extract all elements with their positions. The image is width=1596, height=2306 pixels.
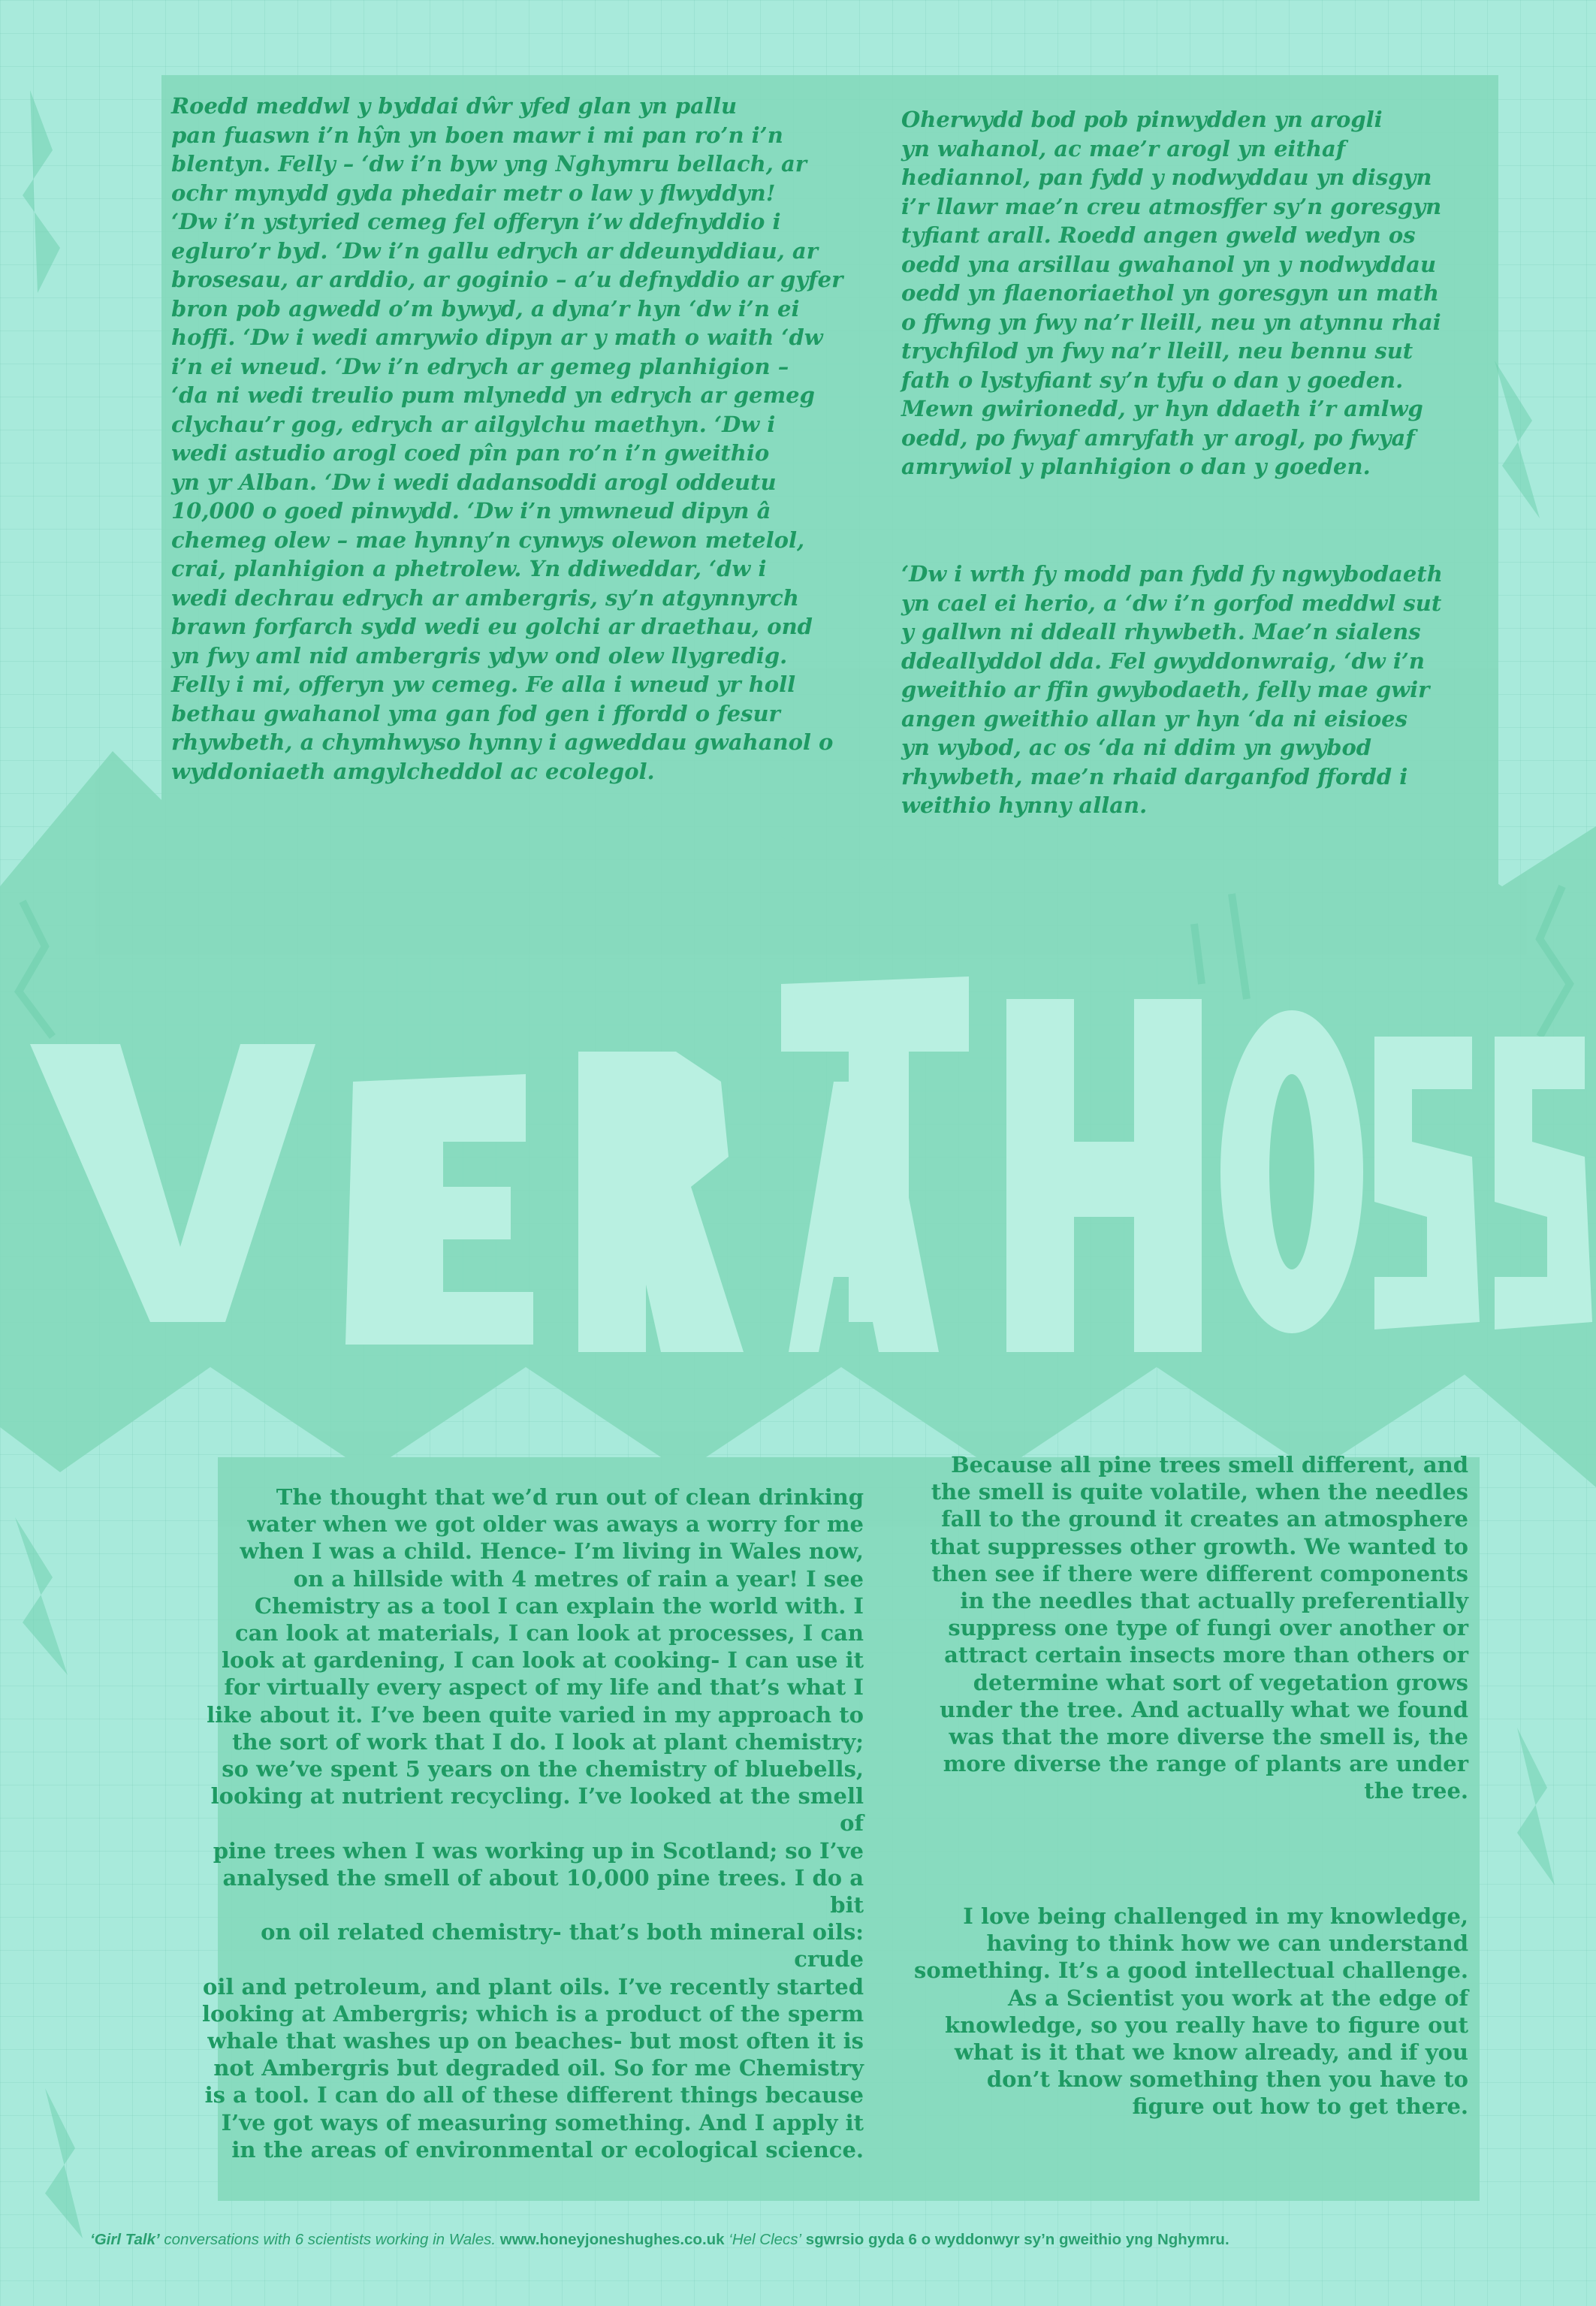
footer-girl-talk: ‘Girl Talk’	[90, 2231, 160, 2248]
zigzag-left-top	[23, 90, 60, 293]
footer-hel-clecs: ‘Hel Clecs’	[724, 2231, 802, 2248]
welsh-column-2-paragraph-1: Oherwydd bod pob pinwydden yn arogli yn wahanol, ac mae’r arogl yn eithaf hediannol, pan fydd y nodwyddau yn disgyn i’r llawr mae’n creu atmosffer sy’n goresgyn tyfiant arall. Roedd angen gweld wedyn os oedd yna arsillau gwahanol yn y nodwyddau oedd yn flaenoriaethol yn goresgyn un math o ffwng yn fwy na’r lleill, neu yn atynnu rhai trychfilod yn fwy na’r lleill, neu bennu sut fath o lystyfiant sy’n tyfu o dan y goeden. Mewn gwirionedd, yr hyn ddaeth i’r amlwg oedd, po fwyaf amryfath yr arogl, po fwyaf amrywiol y planhigion o dan y goeden.	[901, 107, 1442, 479]
zigzag-left-lower	[45, 2088, 83, 2238]
footer-credit	[90, 2231, 1517, 2249]
footer-url-link[interactable]: www.honeyjoneshughes.co.uk	[499, 2231, 725, 2248]
zigzag-right-top	[1495, 361, 1540, 518]
welsh-column-1: Roedd meddwl y byddai dŵr yfed glan yn pallu pan fuaswn i’n hŷn yn boen mawr i mi pan ro’n i’n blentyn. Felly – ‘dw i’n byw yng Nghymru bellach, ar ochr mynydd gyda phedair metr o law y flwyddyn! ‘Dw i’n ystyried cemeg fel offeryn i’w ddefnyddio i egluro’r byd. ‘Dw i’n gallu edrych ar ddeunyddiau, ar brosesau, ar arddio, ar goginio – a’u defnyddio ar gyfer bron pob agwedd o’m bywyd, a dyna’r hyn ‘dw i’n ei hoffi. ‘Dw i wedi amrywio dipyn ar y math o waith ‘dw i’n ei wneud. ‘Dw i’n edrych ar gemeg planhigion – ‘da ni wedi treulio pum mlynedd yn edrych ar gemeg clychau’r gog, edrych ar ailgylchu maethyn. ‘Dw i wedi astudio arogl coed pîn pan ro’n i’n gweithio yn yr Alban. ‘Dw i wedi dadansoddi arogl oddeutu 10,000 o goed pinwydd. ‘Dw i’n ymwneud dipyn â chemeg olew – mae hynny’n cynwys olewon metelol, crai, planhigion a phetrolew. Yn ddiweddar, ‘dw i wedi dechrau edrych ar ambergris, sy’n atgynnyrch brawn forfarch sydd wedi eu golchi ar draethau, ond yn fwy aml nid ambergris ydyw ond olew llygredig. Felly i mi, offeryn yw cemeg. Fe alla i wneud yr holl bethau gwahanol yma gan fod gen i ffordd o fesur rhywbeth, a chymhwyso hynny i agweddau gwahanol o wyddoniaeth amgylcheddol ac ecolegol.	[171, 93, 843, 784]
footer-text-welsh: sgwrsio gyda 6 o wyddonwyr sy’n gweithio yng Nghymru.	[801, 2231, 1229, 2248]
banner-letter-s2	[1495, 1037, 1592, 1330]
zigzag-right-bottom	[1517, 1728, 1555, 1885]
banner-letter-s1	[1374, 1037, 1480, 1330]
welsh-column-2-paragraph-2: ‘Dw i wrth fy modd pan fydd fy ngwybodaeth yn cael ei herio, a ‘dw i’n gorfod meddwl sut y gallwn ni ddeall rhywbeth. Mae’n sialens ddeallyddol dda. Fel gwyddonwraig, ‘dw i’n gweithio ar ffin gwybodaeth, felly mae gwir angen gweithio allan yr hyn ‘da ni eisioes yn wybod, ac os ‘da ni ddim yn gwybod rhywbeth, mae’n rhaid darganfod ffordd i weithio hynny allan.	[901, 561, 1443, 818]
banner-letter-o-hole	[1269, 1074, 1314, 1269]
english-column-2-paragraph-1: Because all pine trees smell different, and the smell is quite volatile, when the needles fall to the ground it creates an atmosphere that suppresses other growth. We wanted to then see if there were different components in the needles that actually preferentially suppress one type of fungi over another or attract certain insects more than others or determine what sort of vegetation grows under the tree. And actually what we found was that the more diverse the smell is, the more diverse the range of plants are under the tree.	[930, 1452, 1468, 1804]
footer-text-english: conversations with 6 scientists working in Wales.	[159, 2231, 500, 2248]
english-column-1: The thought that we’d run out of clean drinking water when we got older was aways a worry for me when I was a child. Hence- I’m living in Wales now, on a hillside with 4 metres of rain a year! I see Chemistry as a tool I can explain the world with. I can look at materials, I can look at processes, I can look at gardening, I can look at cooking- I can use it for virtually every aspect of my life and that’s what I like about it. I’ve been quite varied in my approach to the sort of work that I do. I look at plant chemistry; so we’ve spent 5 years on the chemistry of bluebells, looking at nutrient recycling. I’ve looked at the smell of pine trees when I was working up in Scotland; so I’ve analysed the smell of about 10,000 pine trees. I do a bit on oil related chemistry- that’s both mineral oils: crude oil and petroleum, and plant oils. I’ve recently started looking at Ambergris; which is a product of the sperm whale that washes up on beaches- but most often it is not Ambergris but degraded oil. So for me Chemistry is a tool. I can do all of these different things because I’ve got ways of measuring something. And I apply it in the areas of environmental or ecological science.	[201, 1484, 864, 2163]
english-column-2-paragraph-2: I love being challenged in my knowledge, having to think how we can understand something. It’s a good intellectual challenge. As a Scientist you work at the edge of knowledge, so you really have to figure out what is it that we know already, and if you don’t know something then you have to figure out how to get there.	[914, 1903, 1468, 2120]
banner-letter-e	[345, 1074, 533, 1345]
zigzag-left-bottom	[15, 1517, 68, 1675]
